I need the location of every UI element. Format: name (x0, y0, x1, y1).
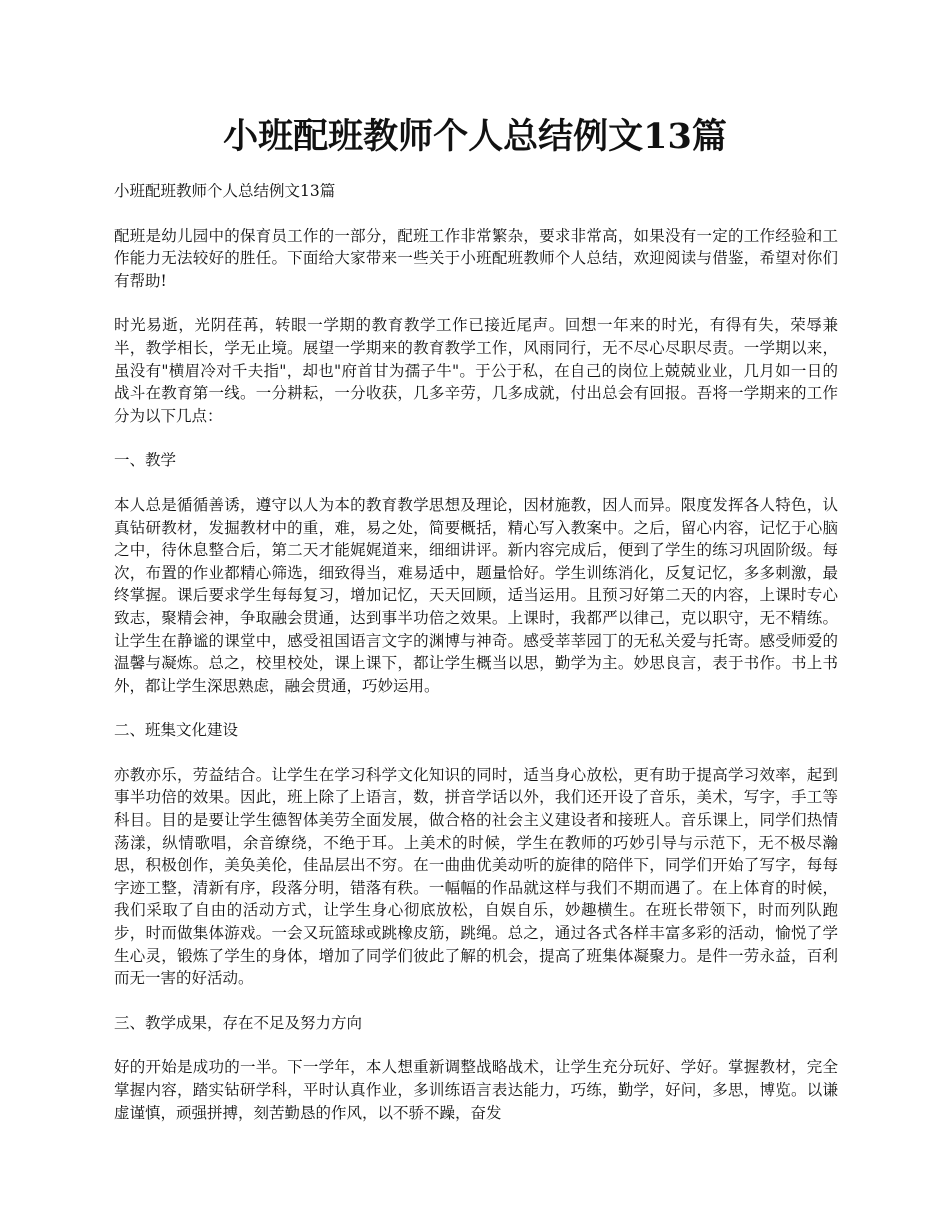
intro-paragraph: 配班是幼儿园中的保育员工作的一部分，配班工作非常繁杂，要求非常高，如果没有一定的工作经验和工作能力无法较好的胜任。下面给大家带来一些关于小班配班教师个人总结，欢迎阅读与借鉴，希望对你们有帮助! (114, 226, 838, 290)
section-heading-results: 三、教学成果，存在不足及努力方向 (114, 1013, 363, 1032)
section-heading-class-culture: 二、班集文化建设 (114, 721, 239, 740)
document-body (114, 180, 838, 1124)
document-title: 小班配班教师个人总结例文13篇 (223, 116, 727, 157)
paragraph-teaching: 本人总是循循善诱，遵守以人为本的教育教学思想及理论，因材施教，因人而异。限度发挥各人特色，认真钻研教材，发掘教材中的重，难，易之处，简要概括，精心写入教案中。之后，留心内容，记忆于心脑之中，待休息整合后，第二天才能娓娓道来，细细讲评。新内容完成后，便到了学生的练习巩固阶级。每次，布置的作业都精心筛选，细致得当，难易适中，题量恰好。学生训练消化，反复记忆，多多刺激，最终掌握。课后要求学生每每复习，增加记忆，天天回顾，适当运用。且预习好第二天的内容，上课时专心致志，聚精会神，争取融会贯通，达到事半功倍之效果。上课时，我都严以律己，克以职守，无不精练。让学生在静谧的课堂中，感受祖国语言文字的渊博与神奇。感受莘莘园丁的无私关爱与托寄。感受师爱的温馨与凝炼。总之，校里校处，课上课下，都让学生概当以思，勤学为主。妙思良言，表于书作。书上书外，都让学生深思熟虑，融会贯通，巧妙运用。 (114, 495, 838, 695)
subtitle-line: 小班配班教师个人总结例文13篇 (114, 182, 336, 200)
paragraph-class-culture: 亦教亦乐，劳益结合。让学生在学习科学文化知识的同时，适当身心放松，更有助于提高学习效率，起到事半功倍的效果。因此，班上除了上语言，数，拼音学话以外，我们还开设了音乐，美术，写字，手工等科目。目的是要让学生德智体美劳全面发展，做合格的社会主义建设者和接班人。音乐课上，同学们热情荡漾，纵情歌唱，余音缭绕，不绝于耳。上美术的时候，学生在教师的巧妙引导与示范下，无不极尽瀚思，积极创作，美奂美伦，佳品层出不穷。在一曲曲优美动听的旋律的陪伴下，同学们开始了写字，每每字迹工整，清新有序，段落分明，错落有秩。一幅幅的作品就这样与我们不期而遇了。在上体育的时候，我们采取了自由的活动方式，让学生身心彻底放松，自娱自乐，妙趣横生。在班长带领下，时而列队跑步，时而做集体游戏。一会又玩篮球或跳橡皮筋，跳绳。总之，通过各式各样丰富多彩的活动，愉悦了学生心灵，锻炼了学生的身体，增加了同学们彼此了解的机会，提高了班集体凝聚力。是件一劳永益，百利而无一害的好活动。 (114, 765, 838, 988)
paragraph-results: 好的开始是成功的一半。下一学年，本人想重新调整战略战术，让学生充分玩好、学好。掌握教材，完全掌握内容，踏实钻研学科，平时认真作业，多训练语言表达能力，巧练，勤学，好问，多思，博览。以谦虚谨慎，顽强拼搏，刻苦勤恳的作风，以不骄不躁，奋发 (114, 1058, 838, 1122)
paragraph-1: 时光易逝，光阴荏苒，转眼一学期的教育教学工作已接近尾声。回想一年来的时光，有得有失，荣辱兼半，教学相长，学无止境。展望一学期来的教育教学工作，风雨同行，无不尽心尽职尽责。一学期以来，虽没有"横眉冷对千夫指"，却也"府首甘为孺子牛"。于公于私，在自己的岗位上兢兢业业，几月如一日的战斗在教育第一线。一分耕耘，一分收获，几多辛劳，几多成就，付出总会有回报。吾将一学期来的工作分为以下几点： (114, 316, 838, 425)
section-heading-teaching: 一、教学 (114, 451, 177, 470)
